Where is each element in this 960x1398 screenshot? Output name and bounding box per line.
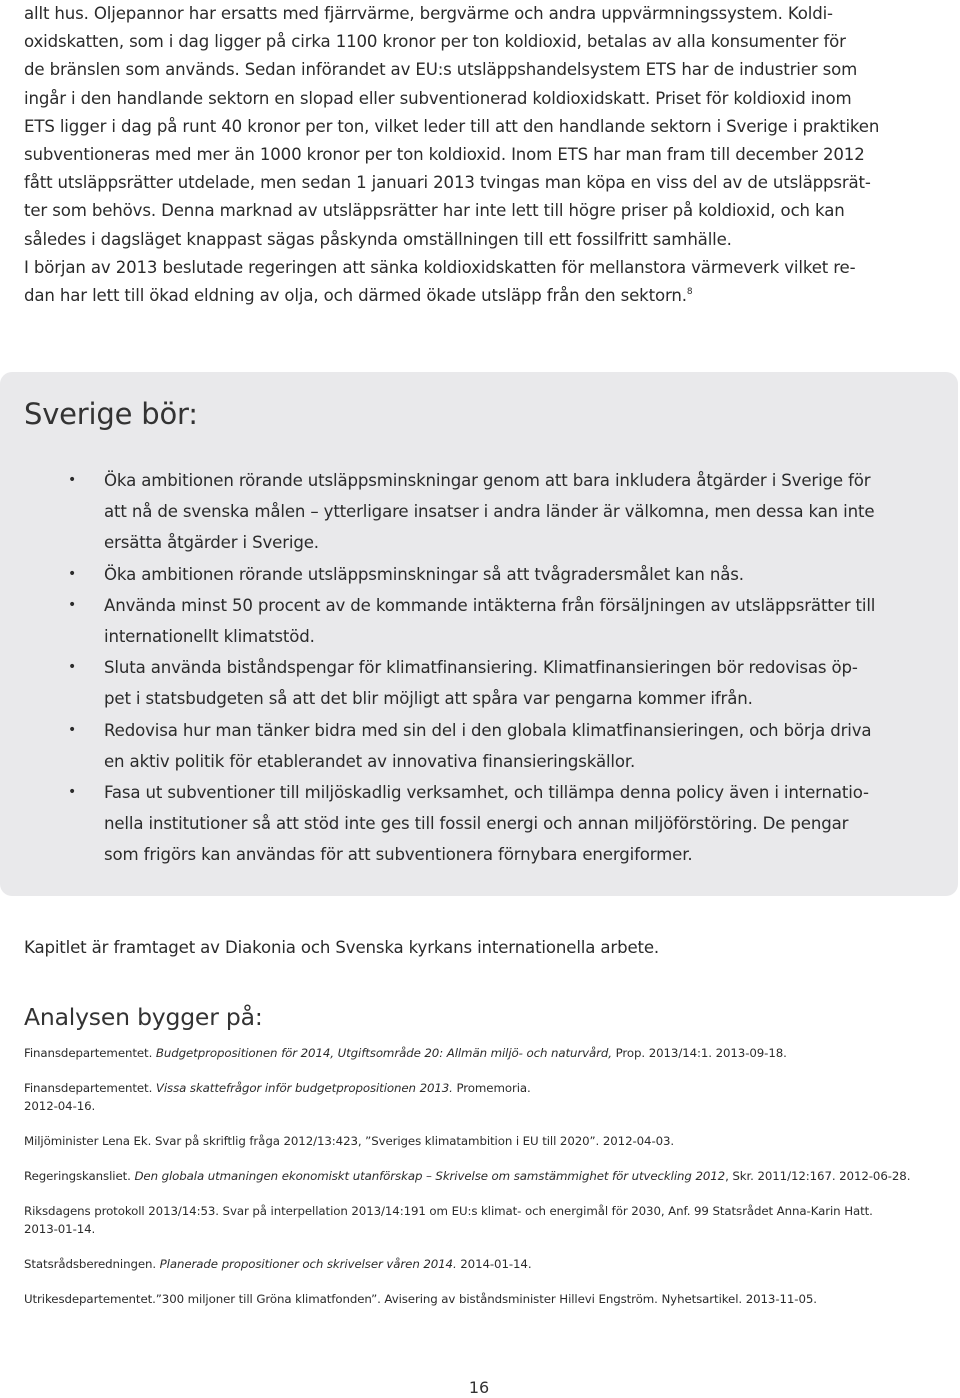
footnote-marker: 8 xyxy=(686,287,693,298)
reference-item xyxy=(24,1290,936,1308)
intro-text xyxy=(24,0,936,310)
references-title: Analysen bygger på: xyxy=(24,1003,263,1031)
recommendation-item xyxy=(0,715,930,777)
recommendations-title: Sverige bör: xyxy=(24,397,198,431)
reference-title: Vissa skattefrågor inför budgetpropositionen 2013. xyxy=(155,1081,453,1095)
reference-item xyxy=(24,1202,936,1238)
recommendation-item xyxy=(0,590,930,652)
recommendation-line: Redovisa hur man tänker bidra med sin del i den globala klimatfinansieringen, och börja driva xyxy=(104,720,872,740)
intro-paragraph xyxy=(24,0,936,310)
reference-text: 2014-01-14. xyxy=(456,1257,532,1271)
reference-title: Planerade propositioner och skrivelser våren 2014. xyxy=(159,1257,457,1271)
reference-text: Prop. 2013/14:1. 2013-09-18. xyxy=(611,1046,787,1060)
reference-title: Den globala utmaningen ekonomiskt utanförskap – Skrivelse om samstämmighet för utveckling 2012 xyxy=(134,1169,726,1183)
reference-item xyxy=(24,1132,936,1150)
reference-text: Regeringskansliet. xyxy=(24,1169,135,1183)
intro-line: de bränslen som används. Sedan införandet av EU:s utsläppshandelsystem ETS har de industrier som xyxy=(24,60,858,80)
reference-text: Promemoria. xyxy=(452,1081,531,1095)
references-list xyxy=(24,1044,936,1325)
reference-item xyxy=(24,1044,936,1062)
bullet-icon: • xyxy=(68,721,77,738)
bullet-icon: • xyxy=(68,784,77,801)
bullet-icon: • xyxy=(68,565,77,582)
recommendation-line: en aktiv politik för etablerandet av innovativa finansieringskällor. xyxy=(104,751,636,771)
chapter-credit: Kapitlet är framtaget av Diakonia och Svenska kyrkans internationella arbete. xyxy=(24,938,660,957)
intro-line: subventioneras med mer än 1000 kronor per ton koldioxid. Inom ETS har man fram till december 2012 xyxy=(24,145,865,165)
bullet-icon: • xyxy=(68,472,77,488)
reference-text: Finansdepartementet. xyxy=(24,1081,156,1095)
intro-line: ETS ligger i dag på runt 40 kronor per ton, vilket leder till att den handlande sektorn i Sverige i praktiken xyxy=(24,116,880,136)
intro-line: fått utsläppsrätter utdelade, men sedan 1 januari 2013 tvingas man köpa en viss del av de utsläppsrät- xyxy=(24,173,871,193)
recommendation-line: att nå de svenska målen – ytterligare insatser i andra länder är välkomna, men dessa kan inte xyxy=(104,502,875,522)
reference-item xyxy=(24,1167,936,1185)
recommendations-box xyxy=(0,372,958,896)
reference-text: , Skr. 2011/12:167. 2012-06-28. xyxy=(725,1169,911,1183)
page-number: 16 xyxy=(468,1378,490,1397)
recommendation-line: internationellt klimatstöd. xyxy=(104,627,315,647)
intro-line: allt hus. Oljepannor har ersatts med fjärrvärme, bergvärme och andra uppvärmningssystem. Koldi- xyxy=(24,4,833,23)
recommendation-line: Öka ambitionen rörande utsläppsminskningar så att tvågradersmålet kan nås. xyxy=(104,564,744,584)
recommendation-line: som frigörs kan användas för att subventionera förnybara energiformer. xyxy=(104,845,693,865)
reference-title: Budgetpropositionen för 2014, Utgiftsområde 20: Allmän miljö- och naturvård, xyxy=(155,1046,612,1060)
intro-line: således i dagsläget knappast sägas påskynda omställningen till ett fossilfritt samhälle. xyxy=(24,229,732,249)
reference-text: 2013-01-14. xyxy=(24,1222,96,1236)
recommendation-item xyxy=(0,465,930,559)
reference-text: Statsrådsberedningen. xyxy=(24,1257,160,1271)
recommendation-item xyxy=(0,559,930,590)
intro-line: I början av 2013 beslutade regeringen att sänka koldioxidskatten för mellanstora värmeverk vilket re- xyxy=(24,257,856,277)
reference-text: Riksdagens protokoll 2013/14:53. Svar på interpellation 2013/14:191 om EU:s klimat- och energimål för 2030, Anf. 99 Statsrådet Anna-Karin Hatt. xyxy=(24,1204,873,1218)
reference-text: 2012-04-16. xyxy=(24,1099,96,1113)
intro-line: dan har lett till ökad eldning av olja, och därmed ökade utsläpp från den sektorn. xyxy=(24,286,687,306)
reference-text: Miljöminister Lena Ek. Svar på skriftlig fråga 2012/13:423, ”Sveriges klimatambition i EU till 2020”. 2012-04-03. xyxy=(24,1134,675,1148)
reference-text: Utrikesdepartementet.”300 miljoner till Gröna klimatfonden”. Avisering av biståndsminister Hillevi Engström. Nyhetsartikel. 2013-11-05. xyxy=(24,1292,817,1306)
intro-line: ingår i den handlande sektorn en slopad eller subventionerad koldioxidskatt. Priset för koldioxid inom xyxy=(24,88,852,108)
reference-item xyxy=(24,1255,936,1273)
bullet-icon: • xyxy=(68,596,77,613)
recommendation-line: nella institutioner så att stöd inte ges till fossil energi och annan miljöförstöring. De pengar xyxy=(104,814,849,834)
recommendation-line: Öka ambitionen rörande utsläppsminskningar genom att bara inkludera åtgärder i Sverige för xyxy=(104,471,871,490)
recommendation-item xyxy=(0,777,930,871)
recommendations-list xyxy=(0,465,940,871)
bullet-icon: • xyxy=(68,659,77,676)
reference-item xyxy=(24,1079,936,1115)
intro-line: oxidskatten, som i dag ligger på cirka 1100 kronor per ton koldioxid, betalas av alla konsumenter för xyxy=(24,32,846,52)
recommendation-line: pet i statsbudgeten så att det blir möjligt att spåra var pengarna kommer ifrån. xyxy=(104,689,753,709)
recommendation-line: ersätta åtgärder i Sverige. xyxy=(104,533,319,553)
intro-line: ter som behövs. Denna marknad av utsläppsrätter har inte lett till högre priser på koldioxid, och kan xyxy=(24,201,845,221)
recommendation-line: Fasa ut subventioner till miljöskadlig verksamhet, och tillämpa denna policy även i internatio- xyxy=(104,783,869,803)
recommendation-item xyxy=(0,652,930,714)
recommendation-line: Sluta använda biståndspengar för klimatfinansiering. Klimatfinansieringen bör redovisas öp- xyxy=(104,658,858,678)
reference-text: Finansdepartementet. xyxy=(24,1046,156,1060)
recommendation-line: Använda minst 50 procent av de kommande intäkterna från försäljningen av utsläppsrätter till xyxy=(104,595,876,615)
